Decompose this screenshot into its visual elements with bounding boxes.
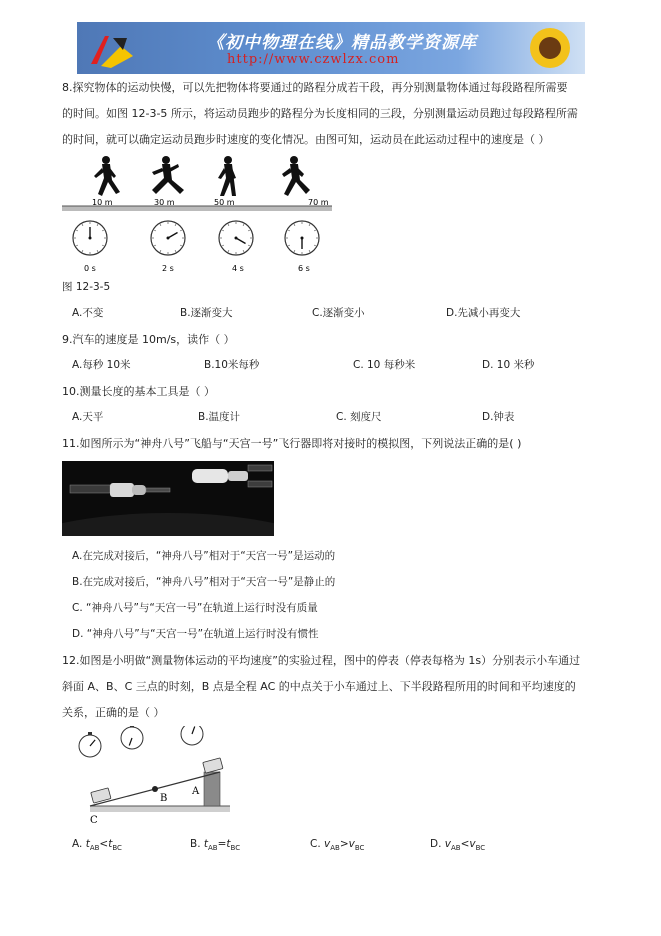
stopwatch-icon-2 [121, 726, 143, 749]
clock-icon-2 [151, 221, 185, 255]
q10-option-d[interactable]: D.钟表 [482, 411, 515, 423]
time-label-4: 6 s [298, 264, 310, 273]
point-a-label: A [192, 786, 200, 797]
incline-figure [70, 726, 230, 826]
distance-label-2: 30 m [154, 198, 175, 207]
stopwatch-icon-1 [79, 732, 101, 757]
q8-option-a[interactable]: A.不变 [72, 307, 104, 319]
distance-label-4: 70 m [308, 198, 329, 207]
q8-line-1: 8.探究物体的运动快慢，可以先把物体将要通过的路程分成若干段，再分别测量物体通过每段路程所需要 [62, 81, 568, 94]
tiangong-icon [192, 465, 272, 487]
runner-icon-3 [218, 156, 236, 196]
q11-option-b[interactable]: B.在完成对接后，“神舟八号”相对于“天宫一号”是静止的 [72, 576, 336, 588]
runner-figure [62, 150, 332, 275]
header-banner [77, 22, 585, 74]
point-b-dot [152, 786, 158, 792]
q10-option-b[interactable]: B.温度计 [198, 411, 241, 423]
distance-label-3: 50 m [214, 198, 235, 207]
q9-option-c[interactable]: C. 10 每秒米 [353, 359, 416, 371]
runner-icon-4 [282, 156, 310, 196]
logo-icon [83, 28, 143, 70]
spacecraft-image [62, 461, 274, 536]
support-block [204, 772, 220, 806]
q8-option-b[interactable]: B.逐渐变大 [180, 307, 233, 319]
point-b-label: B [160, 793, 168, 804]
clock-icon-4 [285, 221, 319, 255]
q10-stem: 10.测量长度的基本工具是（ ） [62, 385, 215, 398]
stopwatch-icon-3 [181, 726, 203, 745]
q10-option-a[interactable]: A.天平 [72, 411, 104, 423]
point-c-label: C [90, 815, 98, 826]
q8-option-c[interactable]: C.逐渐变小 [312, 307, 365, 319]
banner-title: 《初中物理在线》精品教学资源库 [207, 33, 477, 53]
q8-figure [62, 150, 332, 275]
time-label-3: 4 s [232, 264, 244, 273]
q12-option-b[interactable]: B. $t_{AB}=t_{BC}$ [190, 838, 241, 853]
distance-label-1: 10 m [92, 198, 113, 207]
q9-stem: 9.汽车的速度是 10m/s，读作（ ） [62, 333, 235, 346]
banner-url: http://www.czwlzx.com [227, 52, 400, 67]
cart-a-icon [203, 758, 223, 773]
q11-option-d[interactable]: D. “神舟八号”与“天宫一号”在轨道上运行时没有惯性 [72, 628, 319, 640]
time-label-2: 2 s [162, 264, 174, 273]
runner-icon-1 [94, 156, 120, 196]
q12-figure [70, 726, 230, 826]
shenzhou-icon [70, 483, 170, 497]
q9-option-a[interactable]: A.每秒 10米 [72, 359, 131, 371]
q12-option-d[interactable]: D. $v_{AB}<v_{BC}$ [430, 838, 486, 853]
runner-icon-2 [152, 156, 184, 194]
q8-option-d[interactable]: D.先减小再变大 [446, 307, 521, 319]
q8-line-2: 的时间。如图 12-3-5 所示，将运动员跑步的路程分为长度相同的三段，分别测量运动员跑过每段路程所需 [62, 107, 578, 120]
q12-line-1: 12.如图是小明做“测量物体运动的平均速度”的实验过程，图中的停表（停表每格为 1s）分别表示小车通过 [62, 654, 581, 667]
q12-option-a[interactable]: A. $t_{AB}<t_{BC}$ [72, 838, 122, 853]
figure-caption: 图 12-3-5 [62, 281, 111, 293]
q11-stem: 11.如图所示为“神舟八号”飞船与“天宫一号”飞行器即将对接时的模拟图，下列说法正确的是( ) [62, 437, 522, 450]
q11-option-a[interactable]: A.在完成对接后，“神舟八号”相对于“天宫一号”是运动的 [72, 550, 336, 562]
clock-icon-1 [73, 221, 107, 255]
q12-line-3: 关系，正确的是（ ） [62, 706, 165, 719]
q8-line-3: 的时间，就可以确定运动员跑步时速度的变化情况。由图可知，运动员在此运动过程中的速度是（ ） [62, 133, 550, 146]
q12-option-c[interactable]: C. $v_{AB}>v_{BC}$ [310, 838, 365, 853]
q11-option-c[interactable]: C. “神舟八号”与“天宫一号”在轨道上运行时没有质量 [72, 602, 318, 614]
q10-option-c[interactable]: C. 刻度尺 [336, 411, 382, 423]
spacecraft-illustration [62, 461, 274, 536]
clock-icon-3 [219, 221, 253, 255]
q9-option-d[interactable]: D. 10 米秒 [482, 359, 535, 371]
time-label-1: 0 s [84, 264, 96, 273]
q9-option-b[interactable]: B.10米每秒 [204, 359, 260, 371]
sunflower-icon [517, 24, 583, 72]
q12-line-2: 斜面 A、B、C 三点的时刻，B 点是全程 AC 的中点关于小车通过上、下半段路程所用的时间和平均速度的 [62, 680, 576, 693]
